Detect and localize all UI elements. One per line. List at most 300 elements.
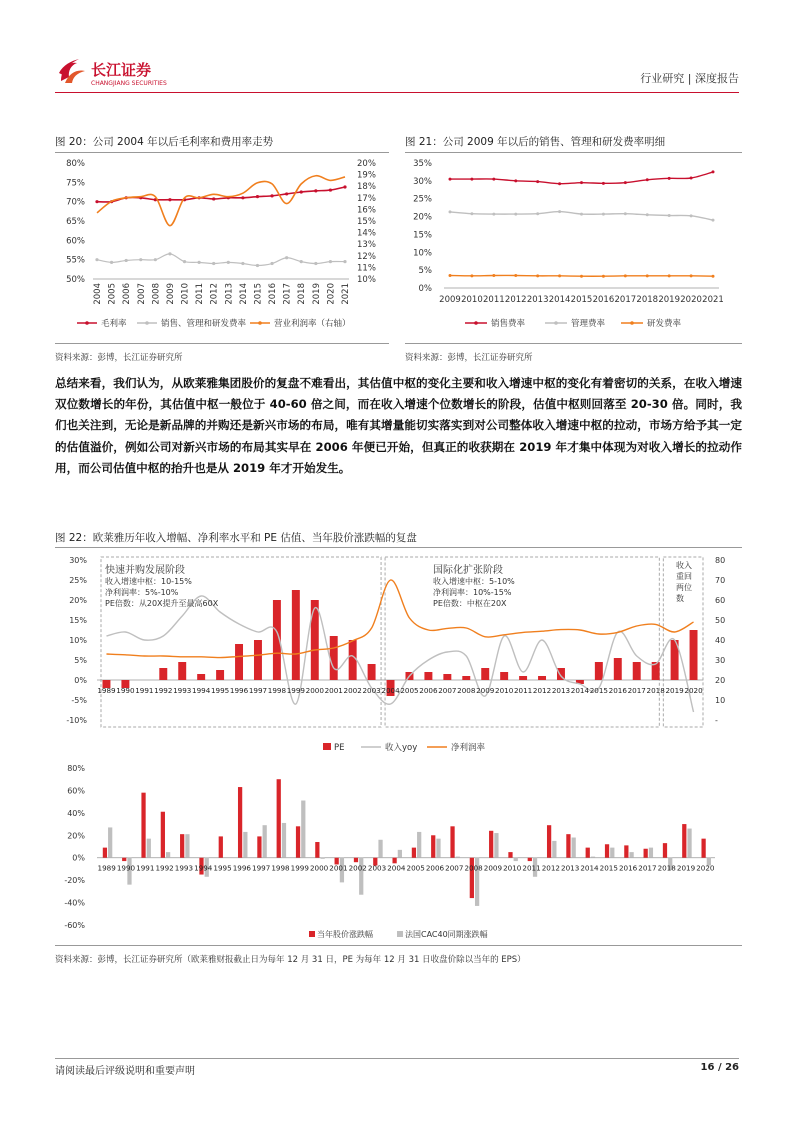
- x-tick-label: 2007: [438, 686, 457, 695]
- cac40-return-bar: [301, 801, 305, 858]
- stock-return-bar: [489, 831, 493, 858]
- x-tick-label: 2019: [676, 863, 696, 873]
- fig21-title-text: 公司 2009 年以后的销售、管理和研发费率明细: [442, 136, 666, 148]
- y2-tick-label: 80: [715, 556, 726, 565]
- x-tick-label: 2009: [476, 686, 495, 695]
- y2-tick-label: 40: [715, 636, 726, 645]
- data-point: [514, 213, 517, 216]
- x-tick-label: 2010: [503, 863, 522, 873]
- x-tick-label: 1998: [267, 686, 287, 695]
- x-tick-label: 2016: [608, 686, 627, 695]
- pe-bar: [462, 676, 470, 680]
- x-tick-label: 2015: [253, 283, 264, 305]
- data-point: [646, 213, 649, 216]
- legend-marker: [85, 321, 89, 325]
- fig22-bottom-rule: [55, 945, 742, 946]
- x-tick-label: 2017: [627, 686, 646, 695]
- y-tick-label: 20%: [413, 212, 432, 223]
- y2-tick-label: 10: [715, 696, 726, 705]
- data-point: [690, 274, 693, 277]
- data-point: [212, 262, 215, 265]
- stock-return-bar: [238, 787, 242, 858]
- pe-bar: [178, 662, 186, 680]
- y-tick-label: 5%: [418, 266, 432, 277]
- data-point: [256, 264, 259, 267]
- x-tick-label: 2007: [136, 283, 147, 305]
- cac40-return-bar: [572, 838, 576, 858]
- logo-cn: 长江证券: [91, 61, 152, 79]
- data-point: [110, 261, 113, 264]
- fig20-title-prefix: 图 20：: [55, 136, 93, 148]
- x-tick-label: 2007: [445, 863, 464, 873]
- x-tick-label: 2012: [209, 283, 220, 305]
- y2-tick-label: 20: [715, 676, 726, 685]
- data-point: [343, 185, 346, 188]
- y-tick-label: 0%: [418, 284, 432, 294]
- data-point: [168, 252, 171, 255]
- y-tick-label: 0%: [72, 853, 85, 863]
- data-point: [125, 259, 128, 262]
- data-point: [514, 274, 517, 277]
- y-tick-label: -60%: [64, 921, 85, 930]
- y-tick-label: 65%: [66, 217, 85, 227]
- legend-label: 收入yoy: [385, 743, 418, 753]
- data-point: [212, 197, 215, 200]
- y-tick-label: -20%: [64, 876, 85, 886]
- x-tick-label: 1996: [229, 686, 249, 695]
- pe-bar: [595, 662, 603, 680]
- x-tick-label: 2001: [324, 686, 343, 695]
- cac40-return-bar: [436, 839, 440, 858]
- y2-tick-label: 50: [715, 616, 726, 625]
- data-point: [139, 258, 142, 261]
- pe-bar: [538, 676, 546, 680]
- x-tick-label: 2012: [532, 686, 552, 695]
- pe-bar: [159, 668, 167, 680]
- data-point: [492, 213, 495, 216]
- cac40-return-bar: [320, 858, 324, 859]
- legend-swatch: [397, 931, 403, 937]
- y-tick-label: 10%: [413, 248, 432, 259]
- x-tick-label: 2013: [561, 863, 580, 873]
- x-tick-label: 2013: [551, 686, 571, 695]
- x-tick-label: 2020: [684, 686, 703, 695]
- stock-return-bar: [354, 858, 358, 862]
- stock-return-bar: [663, 843, 667, 858]
- y-tick-label: 5%: [74, 656, 87, 665]
- stock-return-bar: [141, 793, 145, 858]
- y-tick-label: 25%: [413, 194, 432, 205]
- cac40-return-bar: [378, 840, 382, 858]
- stock-return-bar: [624, 845, 628, 857]
- x-tick-label: 2011: [522, 863, 541, 873]
- pe-bar: [481, 668, 489, 680]
- x-tick-label: 2017: [614, 295, 637, 305]
- data-point: [624, 181, 627, 184]
- data-point: [580, 213, 583, 216]
- y-tick-label: 0%: [74, 676, 87, 685]
- stage3-line: 两位: [676, 583, 692, 592]
- y2-tick-label: 10%: [357, 275, 376, 285]
- y-tick-label: 10%: [69, 636, 87, 645]
- fig22-chart: [55, 550, 742, 945]
- y2-tick-label: 15%: [357, 217, 376, 227]
- x-tick-label: 1993: [174, 863, 194, 873]
- x-tick-label: 2016: [592, 295, 615, 305]
- x-tick-label: 2018: [657, 863, 676, 873]
- cac40-return-bar: [610, 848, 614, 858]
- x-tick-label: 1993: [173, 686, 192, 695]
- stock-return-bar: [450, 826, 454, 857]
- x-tick-label: 1998: [271, 863, 290, 873]
- stock-return-bar: [682, 824, 686, 858]
- x-tick-label: 2002: [343, 686, 362, 695]
- fig20-bottom-rule: [55, 343, 389, 344]
- y-tick-label: -5%: [71, 696, 87, 705]
- pe-bar: [519, 676, 527, 680]
- data-point: [449, 178, 452, 181]
- fig21-title: [405, 134, 665, 149]
- legend-label: PE: [334, 743, 345, 753]
- x-tick-label: 2003: [362, 686, 381, 695]
- cac40-return-bar: [185, 834, 189, 858]
- y-tick-label: 20%: [69, 596, 87, 605]
- data-point: [536, 180, 539, 183]
- x-tick-label: 1995: [213, 863, 232, 873]
- pe-bar: [216, 670, 224, 680]
- x-tick-label: 2006: [122, 283, 133, 305]
- data-point: [256, 195, 259, 198]
- legend-swatch: [309, 931, 315, 937]
- legend-label: 管理费率: [571, 319, 606, 329]
- stock-return-bar: [644, 849, 648, 858]
- cac40-return-bar: [108, 827, 112, 857]
- x-tick-label: 2010: [495, 686, 514, 695]
- stock-return-bar: [508, 852, 512, 858]
- x-tick-label: 1996: [232, 863, 251, 873]
- x-tick-label: 1994: [192, 686, 211, 695]
- fig20-chart: [55, 155, 389, 335]
- y-tick-label: 50%: [66, 275, 85, 285]
- x-tick-label: 2014: [580, 863, 599, 873]
- fig20-title: [55, 134, 273, 149]
- summary-paragraph: 总结来看，我们认为，从欧莱雅集团股价的复盘不难看出，其估值中枢的变化主要和收入增速中枢的变化有着密切的关系，在收入增速双位数增长的年份，其估值中枢一般位于 40-60 倍之间，而在收入增速个位数增长的阶段，估值中枢则回落至 20-30 倍。同时，我们也关注到，无论是新品牌的并购还是新兴市场的布局，唯有其增量能切实落实到对公司整体收入增速中枢的拉动，市场方给予其一定的估值溢价，例如公司对新兴市场的布局其实早在 2006 年便已开始，但真正的收获期在 2019 年才集中体现为对收入增长的拉动作用，而公司估值中枢的抬升也是从 2019 年才开始发生。: [55, 376, 742, 475]
- x-tick-label: 2005: [400, 686, 419, 695]
- stock-return-bar: [315, 842, 319, 858]
- stage1-line3: PE倍数：从20X提升至最高60X: [105, 599, 219, 608]
- legend-marker: [145, 321, 149, 325]
- data-point: [558, 210, 561, 213]
- stock-return-bar: [122, 858, 126, 861]
- x-tick-label: 2014: [570, 686, 590, 695]
- x-tick-label: 2015: [589, 686, 608, 695]
- fig22-top-rule: [55, 547, 742, 548]
- legend-marker: [258, 321, 262, 325]
- x-tick-label: 2016: [618, 863, 638, 873]
- data-point: [602, 213, 605, 216]
- x-tick-label: 2020: [680, 295, 702, 305]
- x-tick-label: 2008: [151, 283, 162, 305]
- stage2-box: [385, 557, 659, 727]
- fig22-title-prefix: 图 22：: [55, 532, 93, 544]
- data-point: [449, 274, 452, 277]
- pe-bar: [254, 640, 262, 680]
- data-point: [536, 274, 539, 277]
- data-point: [646, 178, 649, 181]
- legend-label: 销售费率: [491, 319, 526, 329]
- stage2-title: 国际化扩张阶段: [433, 565, 503, 576]
- cac40-return-bar: [282, 823, 286, 858]
- stock-return-bar: [277, 779, 281, 858]
- legend-marker: [474, 321, 478, 325]
- fig21-chart: [405, 155, 742, 335]
- x-tick-label: 2009: [439, 295, 461, 305]
- cac40-return-bar: [263, 825, 267, 858]
- data-point: [198, 261, 201, 264]
- x-tick-label: 2018: [297, 283, 308, 305]
- x-tick-label: 2006: [419, 686, 438, 695]
- x-tick-label: 1994: [194, 863, 213, 873]
- stage2-line1: 收入增速中枢：5-10%: [433, 577, 515, 586]
- data-point: [270, 262, 273, 265]
- x-tick-label: 2011: [513, 686, 533, 695]
- y2-tick-label: 11%: [357, 263, 376, 274]
- data-point: [314, 262, 317, 265]
- cac40-return-bar: [591, 857, 595, 858]
- data-point: [314, 189, 317, 192]
- stock-return-bar: [566, 834, 570, 858]
- data-point: [492, 274, 495, 277]
- y-tick-label: 25%: [69, 576, 87, 585]
- fig21-title-prefix: 图 21：: [405, 136, 443, 148]
- legend-label: 法国CAC40同期涨跌幅: [405, 930, 488, 939]
- y-tick-label: 75%: [66, 178, 85, 189]
- data-point: [690, 177, 693, 180]
- stage1-title: 快速并购发展阶段: [105, 565, 185, 576]
- stage1-line1: 收入增速中枢：10-15%: [105, 577, 192, 586]
- x-tick-label: 2010: [180, 283, 191, 305]
- cac40-return-bar: [552, 841, 556, 858]
- stock-return-bar: [528, 858, 532, 861]
- fig20-source: 资料来源：彭博，长江证券研究所: [55, 353, 183, 363]
- legend-swatch: [323, 743, 331, 750]
- stock-return-bar: [161, 812, 165, 858]
- y2-tick-label: 18%: [357, 182, 376, 193]
- stock-return-bar: [605, 844, 609, 857]
- cac40-return-bar: [629, 852, 633, 858]
- data-point: [668, 177, 671, 180]
- cac40-return-bar: [514, 858, 518, 861]
- company-logo: [55, 55, 175, 89]
- cac40-return-bar: [417, 832, 421, 858]
- x-tick-label: 1995: [210, 686, 230, 695]
- stock-return-bar: [547, 825, 551, 858]
- data-point: [300, 260, 303, 263]
- data-point: [95, 258, 98, 261]
- cac40-return-bar: [456, 857, 460, 858]
- cac40-return-bar: [649, 848, 653, 858]
- logo-en: CHANGJIANG SECURITIES: [91, 80, 167, 87]
- x-tick-label: 1992: [154, 686, 173, 695]
- y-tick-label: 60%: [66, 236, 85, 247]
- data-point: [712, 170, 715, 173]
- stage3-line: 收入: [676, 561, 692, 570]
- data-point: [514, 179, 517, 182]
- legend-label: 当年股价涨跌幅: [317, 930, 373, 939]
- stage2-annotation: [433, 561, 515, 609]
- data-point: [624, 274, 627, 277]
- x-tick-label: 2018: [636, 295, 659, 305]
- x-tick-label: 1991: [136, 863, 155, 873]
- x-tick-label: 2017: [282, 283, 293, 305]
- pe-bar: [292, 590, 300, 680]
- legend-marker: [630, 321, 634, 325]
- stock-return-bar: [412, 848, 416, 858]
- x-tick-label: 2005: [406, 863, 425, 873]
- x-tick-label: 2020: [696, 863, 715, 873]
- x-tick-label: 2004: [381, 686, 400, 695]
- x-tick-label: 2012: [504, 295, 527, 305]
- data-point: [536, 212, 539, 215]
- x-tick-label: 2004: [387, 863, 406, 873]
- stock-return-bar: [701, 839, 705, 858]
- data-point: [580, 181, 583, 184]
- x-tick-label: 2008: [457, 686, 476, 695]
- fig22-title-text: 欧莱雅历年收入增幅、净利率水平和 PE 估值、当年股价涨跌幅的复盘: [92, 532, 417, 544]
- data-point: [343, 260, 346, 263]
- stock-return-bar: [257, 836, 261, 857]
- header-divider: [55, 92, 739, 93]
- cac40-return-bar: [687, 829, 691, 858]
- x-tick-label: 2009: [165, 283, 176, 305]
- stage1-annotation: [105, 561, 218, 609]
- x-tick-label: 2016: [268, 283, 279, 305]
- cac40-return-bar: [243, 832, 247, 858]
- y2-tick-label: 16%: [357, 205, 376, 216]
- footer-divider: [55, 1058, 739, 1059]
- y2-tick-label: 30: [715, 656, 726, 665]
- y2-tick-label: 19%: [357, 170, 376, 181]
- stage1-line2: 净利润率：5%-10%: [105, 588, 179, 597]
- y-tick-label: -10%: [66, 716, 87, 725]
- x-tick-label: 2000: [305, 686, 324, 695]
- y-tick-label: 80%: [67, 764, 85, 773]
- data-point: [624, 212, 627, 215]
- y2-tick-label: -: [715, 716, 718, 725]
- y-tick-label: 20%: [67, 831, 85, 841]
- fig22-title: [55, 530, 417, 545]
- data-point: [712, 219, 715, 222]
- x-tick-label: 1997: [252, 863, 271, 873]
- x-tick-label: 2013: [224, 283, 235, 305]
- data-point: [470, 178, 473, 181]
- pe-bar: [311, 600, 319, 680]
- data-point: [712, 275, 715, 278]
- legend-label: 营业利润率（右轴）: [274, 319, 351, 329]
- x-tick-label: 2012: [541, 863, 560, 873]
- data-point: [154, 258, 157, 261]
- data-point: [668, 274, 671, 277]
- x-tick-label: 2015: [570, 295, 593, 305]
- data-point: [183, 260, 186, 263]
- report-type: 行业研究 | 深度报告: [640, 72, 739, 85]
- x-tick-label: 1999: [286, 686, 305, 695]
- y-tick-label: 30%: [69, 556, 87, 565]
- x-tick-label: 2001: [329, 863, 348, 873]
- y-tick-label: 70%: [66, 197, 85, 208]
- x-tick-label: 2013: [526, 295, 549, 305]
- x-tick-label: 2011: [483, 295, 505, 305]
- x-tick-label: 2021: [702, 295, 724, 305]
- x-tick-label: 2005: [107, 283, 118, 305]
- stock-return-bar: [586, 848, 590, 858]
- data-point: [270, 194, 273, 197]
- legend-label: 销售、管理和研发费率: [161, 319, 247, 329]
- stock-return-bar: [296, 826, 300, 857]
- data-point: [646, 274, 649, 277]
- pe-bar: [614, 658, 622, 680]
- data-point: [558, 182, 561, 185]
- legend-marker: [554, 321, 558, 325]
- x-tick-label: 2004: [93, 283, 103, 305]
- legend-label: 净利润率: [451, 743, 486, 753]
- pe-bar: [330, 636, 338, 680]
- y2-tick-label: 12%: [357, 251, 376, 262]
- x-tick-label: 2002: [348, 863, 367, 873]
- y-tick-label: 60%: [67, 786, 85, 796]
- stage3-line: 数: [676, 594, 684, 603]
- stock-return-bar: [103, 848, 107, 858]
- x-tick-label: 1991: [135, 686, 154, 695]
- y2-tick-label: 13%: [357, 240, 376, 251]
- x-tick-label: 2014: [548, 295, 571, 305]
- cac40-return-bar: [494, 833, 498, 858]
- y-tick-label: 15%: [413, 230, 432, 241]
- data-point: [492, 178, 495, 181]
- x-tick-label: 2019: [665, 686, 684, 695]
- pe-bar: [633, 662, 641, 680]
- data-point: [470, 212, 473, 215]
- x-tick-label: 2003: [367, 863, 387, 873]
- pe-bar: [349, 640, 357, 680]
- fig20-top-rule: [55, 152, 389, 153]
- data-point: [300, 190, 303, 193]
- y-tick-label: 15%: [69, 616, 87, 625]
- x-tick-label: 1989: [97, 863, 116, 873]
- series-line-0: [97, 187, 345, 202]
- data-point: [580, 275, 583, 278]
- y-tick-label: 35%: [413, 159, 432, 169]
- x-tick-label: 1997: [248, 686, 268, 695]
- pe-bar: [424, 672, 432, 680]
- fig22-source: 资料来源：彭博，长江证券研究所（欧莱雅财报截止日为每年 12 月 31 日，PE 为每年 12 月 31 日收盘价除以当年的 EPS）: [55, 955, 526, 965]
- x-tick-label: 2011: [195, 283, 206, 305]
- data-point: [227, 261, 230, 264]
- legend-label: 研发费率: [647, 319, 682, 329]
- x-tick-label: 1990: [116, 863, 136, 873]
- stock-return-bar: [180, 834, 184, 858]
- data-point: [449, 210, 452, 213]
- page-number: 16 / 26: [700, 1062, 739, 1073]
- footer-disclaimer: 请阅读最后评级说明和重要声明: [55, 1066, 195, 1077]
- stage2-line2: 净利润率：10%-15%: [433, 588, 512, 597]
- stage3-annotation: [676, 560, 692, 604]
- data-point: [668, 214, 671, 217]
- y2-tick-label: 20%: [357, 159, 376, 169]
- fig21-source: 资料来源：彭博，长江证券研究所: [405, 353, 533, 363]
- data-point: [95, 200, 98, 203]
- x-tick-label: 2019: [658, 295, 680, 305]
